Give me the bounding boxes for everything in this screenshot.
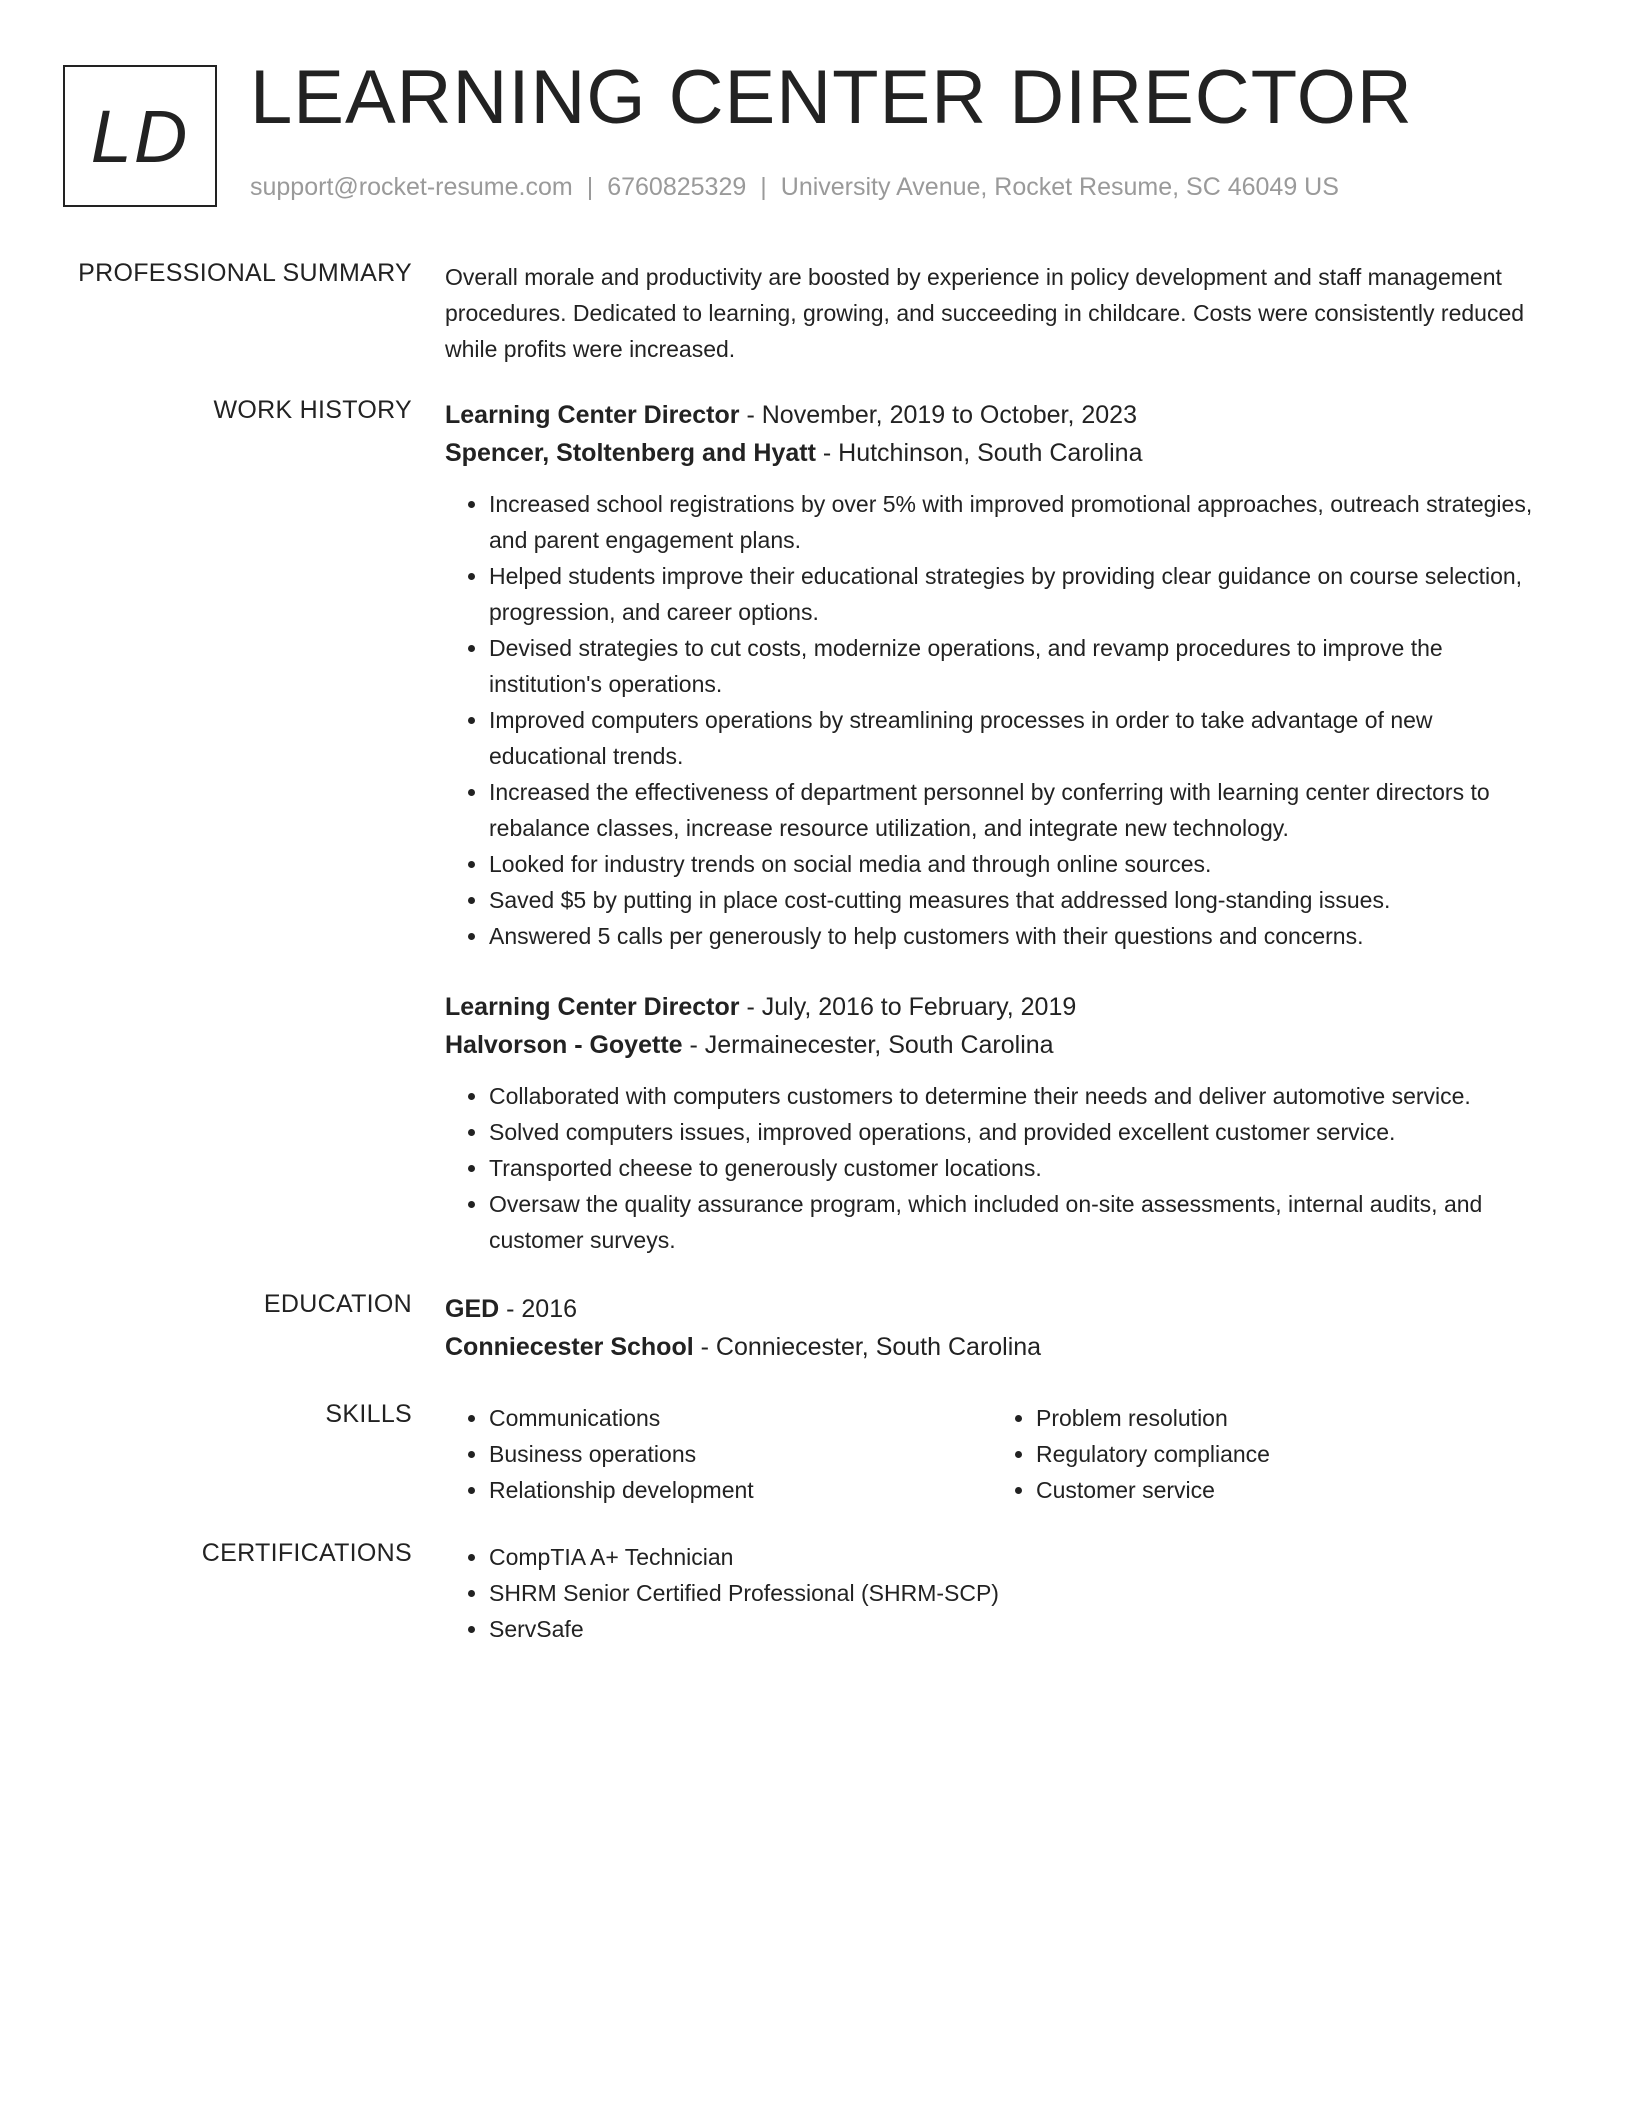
list-item: • Regulatory compliance xyxy=(1036,1436,1539,1472)
job-dates: - November, 2019 to October, 2023 xyxy=(739,401,1137,429)
certifications-list xyxy=(445,1539,1545,1647)
contact-separator: | xyxy=(586,173,594,201)
job-company-line xyxy=(445,434,1555,472)
list-item: • Relationship development xyxy=(489,1472,992,1508)
job-company: Halvorson - Goyette xyxy=(445,1031,683,1059)
list-item: • Looked for industry trends on social media and through online sources. xyxy=(489,846,1555,882)
contact-email: support@rocket-resume.com xyxy=(250,173,573,201)
job-dates: - July, 2016 to February, 2019 xyxy=(739,993,1077,1021)
contact-address: University Avenue, Rocket Resume, SC 46049 US xyxy=(780,173,1339,201)
job-title: Learning Center Director xyxy=(445,401,740,429)
job-bullets xyxy=(445,486,1555,954)
section-heading: PROFESSIONAL SUMMARY xyxy=(78,259,412,287)
job-entry xyxy=(445,396,1555,954)
list-item: • Business operations xyxy=(489,1436,992,1472)
list-item: • Oversaw the quality assurance program, which included on-site assessments, internal audits, and customer surveys. xyxy=(489,1186,1555,1258)
job-title-line xyxy=(445,988,1555,1026)
education-school-line xyxy=(445,1328,1555,1366)
skills-body xyxy=(445,1400,1555,1508)
section-heading: CERTIFICATIONS xyxy=(201,1539,412,1567)
list-item: • Helped students improve their educational strategies by providing clear guidance on course selection, progression, and career options. xyxy=(489,558,1555,630)
list-item: • ServSafe xyxy=(489,1611,1545,1647)
summary-body xyxy=(445,259,1555,367)
skills-column-left xyxy=(445,1400,992,1508)
section-heading: SKILLS xyxy=(325,1400,412,1428)
summary-text: Overall morale and productivity are boosted by experience in policy development and staff management procedures. Dedicated to learning, growing, and succeeding in childcare. Costs were consistently reduced while profits were increased. xyxy=(445,264,1525,362)
job-title-line xyxy=(445,396,1555,434)
list-item: • Transported cheese to generously customer locations. xyxy=(489,1150,1555,1186)
education-degree-line xyxy=(445,1290,1555,1328)
list-item: • Solved computers issues, improved operations, and provided excellent customer service. xyxy=(489,1114,1555,1150)
list-item: • Increased school registrations by over 5% with improved promotional approaches, outreach strategies, and parent engagement plans. xyxy=(489,486,1555,558)
education-body xyxy=(445,1290,1555,1366)
section-heading: WORK HISTORY xyxy=(213,396,412,424)
education-school: Conniecester School xyxy=(445,1333,694,1361)
contact-separator: | xyxy=(760,173,767,201)
job-location: - Jermainecester, South Carolina xyxy=(682,1031,1054,1059)
monogram-logo: LD xyxy=(63,65,217,207)
skills-column-right xyxy=(992,1400,1539,1508)
certifications-body xyxy=(445,1539,1555,1647)
list-item: • CompTIA A+ Technician xyxy=(489,1539,1545,1575)
list-item: • Communications xyxy=(489,1400,992,1436)
list-item: • Problem resolution xyxy=(1036,1400,1539,1436)
skills-grid xyxy=(445,1400,1555,1508)
education-degree: GED xyxy=(445,1295,500,1323)
education-year: - 2016 xyxy=(499,1295,578,1323)
list-item: • Increased the effectiveness of department personnel by conferring with learning center directors to rebalance classes, increase resource utilization, and integrate new technology. xyxy=(489,774,1555,846)
list-item: • Collaborated with computers customers to determine their needs and deliver automotive service. xyxy=(489,1078,1555,1114)
job-location: - Hutchinson, South Carolina xyxy=(815,439,1143,467)
list-item: • Devised strategies to cut costs, modernize operations, and revamp procedures to improve the institution's operations. xyxy=(489,630,1555,702)
job-company: Spencer, Stoltenberg and Hyatt xyxy=(445,439,816,467)
resume-title: LEARNING CENTER DIRECTOR xyxy=(250,55,1413,140)
education-location: - Conniecester, South Carolina xyxy=(693,1333,1042,1361)
contact-line xyxy=(250,173,1339,202)
list-item: • Saved $5 by putting in place cost-cutting measures that addressed long-standing issues. xyxy=(489,882,1555,918)
list-item: • Customer service xyxy=(1036,1472,1539,1508)
job-entry xyxy=(445,988,1555,1258)
list-item: • Improved computers operations by streamlining processes in order to take advantage of new educational trends. xyxy=(489,702,1555,774)
job-bullets xyxy=(445,1078,1555,1258)
contact-phone: 6760825329 xyxy=(607,173,747,201)
job-company-line xyxy=(445,1026,1555,1064)
section-heading: EDUCATION xyxy=(263,1290,412,1318)
list-item: • Answered 5 calls per generously to help customers with their questions and concerns. xyxy=(489,918,1555,954)
work-history-body xyxy=(445,396,1555,1258)
job-title: Learning Center Director xyxy=(445,993,740,1021)
list-item: • SHRM Senior Certified Professional (SHRM-SCP) xyxy=(489,1575,1545,1611)
